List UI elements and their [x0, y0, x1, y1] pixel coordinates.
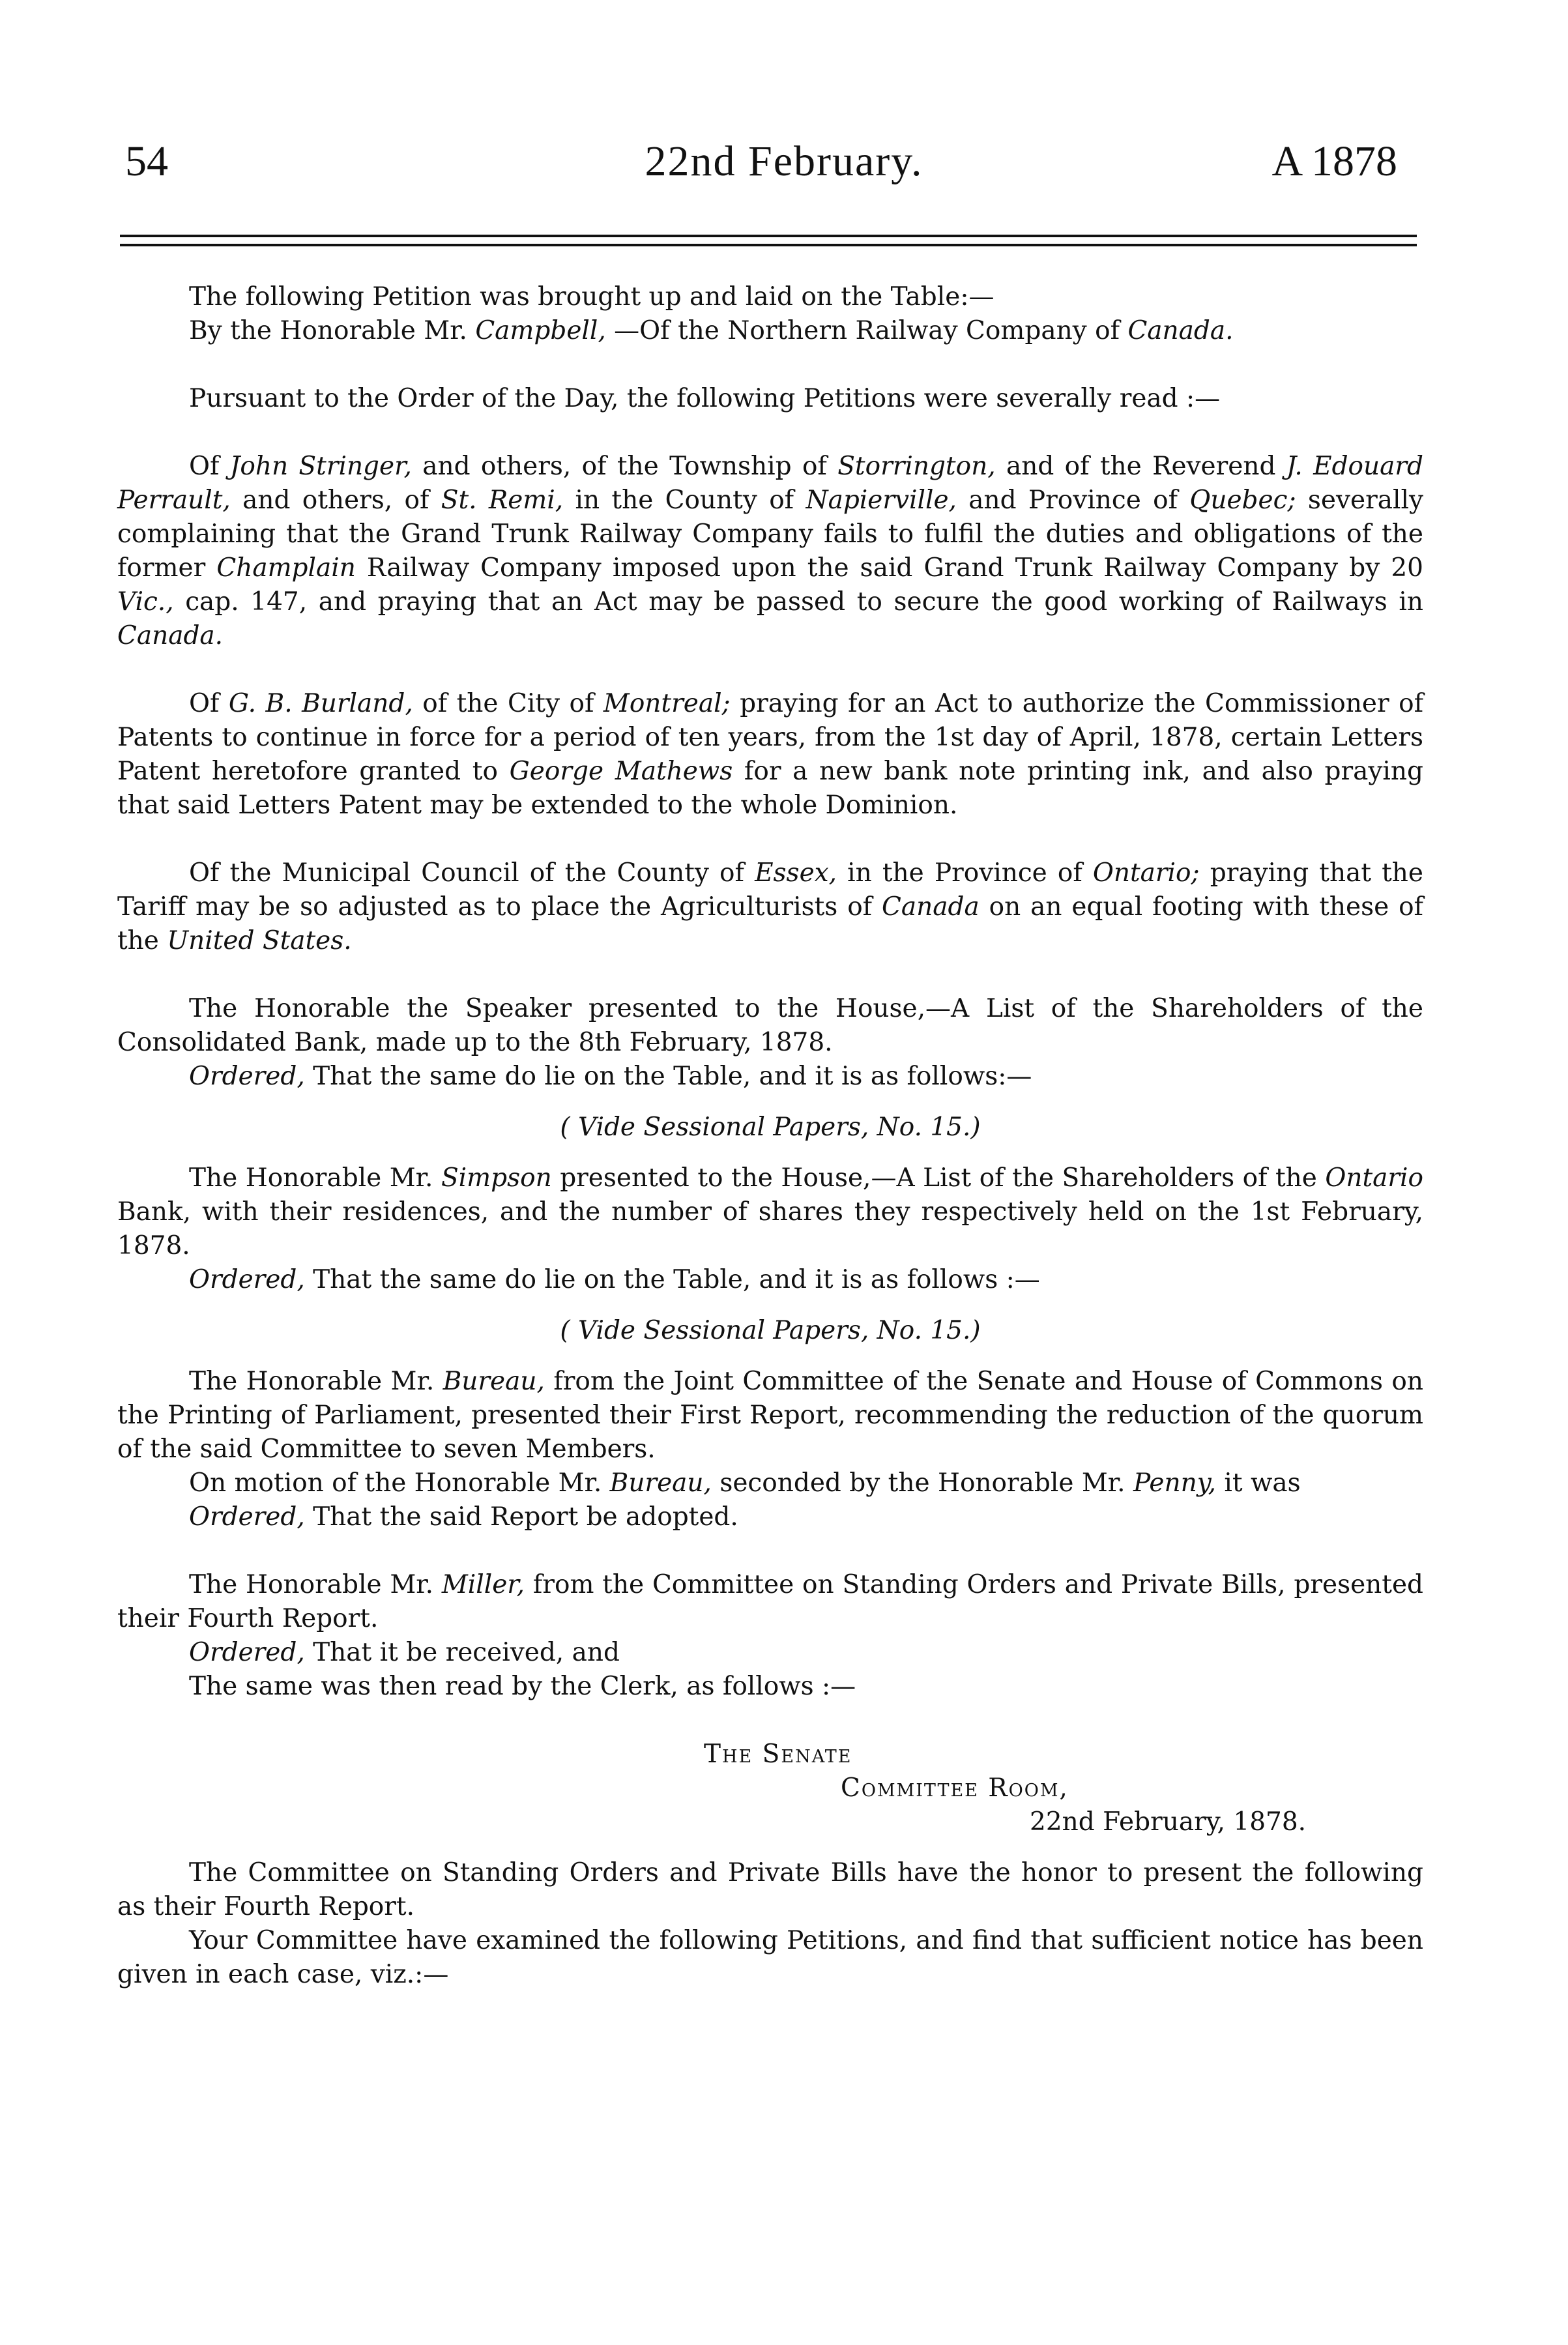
text-run: cap. 147, and praying that an Act may be passed to secure the good working of Railways in	[173, 587, 1423, 617]
printing-report-motion	[117, 1466, 1423, 1500]
text-run: Of the Municipal Council of the County of	[189, 858, 755, 888]
place-name: Canada.	[1127, 316, 1234, 345]
text-run: That the same do lie on the Table, and it is as follows:—	[304, 1062, 1032, 1091]
petition-stringer	[117, 450, 1423, 653]
report-signature-room: Committee Room,	[841, 1773, 1069, 1803]
text-run: it was	[1216, 1468, 1301, 1498]
text-run: Of	[189, 452, 230, 481]
text-run: and Province of	[956, 486, 1190, 515]
place-name: Ontario;	[1092, 858, 1200, 888]
text-run: —Of the Northern Railway Company of	[605, 316, 1128, 345]
place-name: St. Remi,	[441, 486, 564, 515]
text-run: and others, of	[230, 486, 441, 515]
report-signature-date: 22nd February, 1878.	[1030, 1807, 1307, 1837]
petition-intro: The following Petition was brought up and laid on the Table:—	[189, 282, 995, 312]
place-name: United States.	[167, 926, 352, 955]
text-run: The Honorable Mr.	[189, 1163, 441, 1193]
vide-sessional-papers: ( Vide Sessional Papers, No. 15.)	[560, 1316, 981, 1345]
person-name: G. B. Burland,	[228, 689, 413, 718]
petition-burland	[117, 687, 1423, 823]
place-name: Essex,	[755, 858, 837, 888]
text-run: The Honorable Mr.	[189, 1570, 442, 1599]
ordered-word: Ordered,	[189, 1062, 305, 1091]
ordered-word: Ordered,	[189, 1265, 305, 1294]
text-run: severally complaining that the Grand Trunk Railway Company fails to fulfil the duties and obligations of the former	[117, 486, 1424, 583]
text-run: That the said Report be adopted.	[304, 1502, 738, 1532]
place-name: Napierville,	[806, 486, 957, 515]
header-rule-top	[120, 235, 1417, 237]
member-name: Campbell,	[475, 316, 606, 345]
text-run: in the Province of	[837, 858, 1093, 888]
place-name: Quebec;	[1189, 486, 1296, 515]
report-paragraph: Your Committee have examined the following Petitions, and find that sufficient notice has been given in each case, viz.:—	[117, 1926, 1423, 1989]
page-date-heading: 22nd February.	[645, 138, 923, 185]
report-paragraph: The Committee on Standing Orders and Private Bills have the honor to present the following as their Fourth Report.	[117, 1858, 1423, 1921]
member-name: Bureau,	[609, 1468, 712, 1498]
text-run: of the City of	[413, 689, 603, 718]
place-name: Canada	[882, 892, 980, 922]
person-name: John Stringer,	[229, 452, 412, 481]
person-name: J. Edouard Perrault,	[117, 452, 1424, 515]
printing-report-order	[117, 1500, 1423, 1534]
text-run: That the same do lie on the Table, and it is as follows :—	[304, 1265, 1040, 1294]
standing-orders-report	[117, 1568, 1423, 1636]
statute-ref: Vic.,	[117, 587, 174, 617]
text-run: on an equal footing with these of the	[117, 892, 1423, 955]
person-name: George Mathews	[509, 757, 733, 786]
ontario-bank-order	[117, 1263, 1423, 1297]
standing-orders-order	[117, 1636, 1423, 1670]
place-name: Canada.	[117, 621, 224, 650]
text-run: The Honorable Mr.	[189, 1367, 443, 1396]
text-run: On motion of the Honorable Mr.	[189, 1468, 610, 1498]
text-run: Railway Company imposed upon the said Grand Trunk Railway Company by 20	[355, 553, 1423, 583]
place-name: Champlain	[216, 553, 356, 583]
text-run: and of the Reverend	[995, 452, 1286, 481]
member-name: Bureau,	[443, 1367, 545, 1396]
place-name: Ontario	[1325, 1163, 1424, 1193]
text-run: in the County of	[563, 486, 806, 515]
text-run: presented to the House,—A List of the Shareholders of the	[551, 1163, 1326, 1193]
member-name: Simpson	[441, 1163, 552, 1193]
text-run: from the Committee on Standing Orders and Private Bills, presented their Fourth Report.	[117, 1570, 1423, 1633]
standing-orders-read: The same was then read by the Clerk, as follows :—	[189, 1672, 856, 1701]
text-run: Of	[189, 689, 229, 718]
text-run: for a new bank note printing ink, and also praying that said Letters Patent may be extended to the whole Dominion.	[117, 757, 1423, 820]
petition-essex	[117, 856, 1423, 958]
place-name: Storrington,	[837, 452, 996, 481]
page-year: A 1878	[1271, 138, 1397, 185]
vide-sessional-papers: ( Vide Sessional Papers, No. 15.)	[560, 1113, 981, 1142]
page-number: 54	[125, 138, 168, 185]
member-name: Miller,	[441, 1570, 525, 1599]
text-run: praying for an Act to authorize the Commissioner of Patents to continue in force for a period of ten years, from the 1st day of April, 1878, certain Letters Patent heretofore granted to	[117, 689, 1424, 786]
text-run: By the Honorable Mr.	[189, 316, 476, 345]
header-rule-bottom	[120, 244, 1417, 246]
text-run: from the Joint Committee of the Senate and House of Commons on the Printing of Parliament, presented their First Report, recommending the reduction of the quorum of the said Committee to seven Members.	[117, 1367, 1423, 1464]
ordered-word: Ordered,	[189, 1502, 305, 1532]
text-run: praying that the Tariff may be so adjusted as to place the Agriculturists of	[117, 858, 1423, 922]
report-signature-senate: The Senate	[704, 1740, 852, 1769]
text-run: That it be received, and	[304, 1638, 620, 1667]
document-body	[117, 280, 1423, 1992]
ontario-bank-list	[117, 1161, 1423, 1263]
text-run: Bank, with their residences, and the number of shares they respectively held on the 1st February, 1878.	[117, 1197, 1423, 1260]
place-name: Montreal;	[603, 689, 731, 718]
text-run: and others, of the Township of	[411, 452, 838, 481]
printing-committee-report	[117, 1365, 1423, 1466]
consolidated-bank-list: The Honorable the Speaker presented to the House,—A List of the Shareholders of the Consolidated Bank, made up to the 8th February, 1878.	[117, 994, 1423, 1057]
petition-campbell	[117, 314, 1423, 348]
ordered-word: Ordered,	[189, 1638, 305, 1667]
consolidated-bank-order	[117, 1060, 1423, 1094]
member-name: Penny,	[1133, 1468, 1216, 1498]
petitions-read-intro: Pursuant to the Order of the Day, the following Petitions were severally read :—	[189, 384, 1221, 413]
text-run: seconded by the Honorable Mr.	[711, 1468, 1133, 1498]
